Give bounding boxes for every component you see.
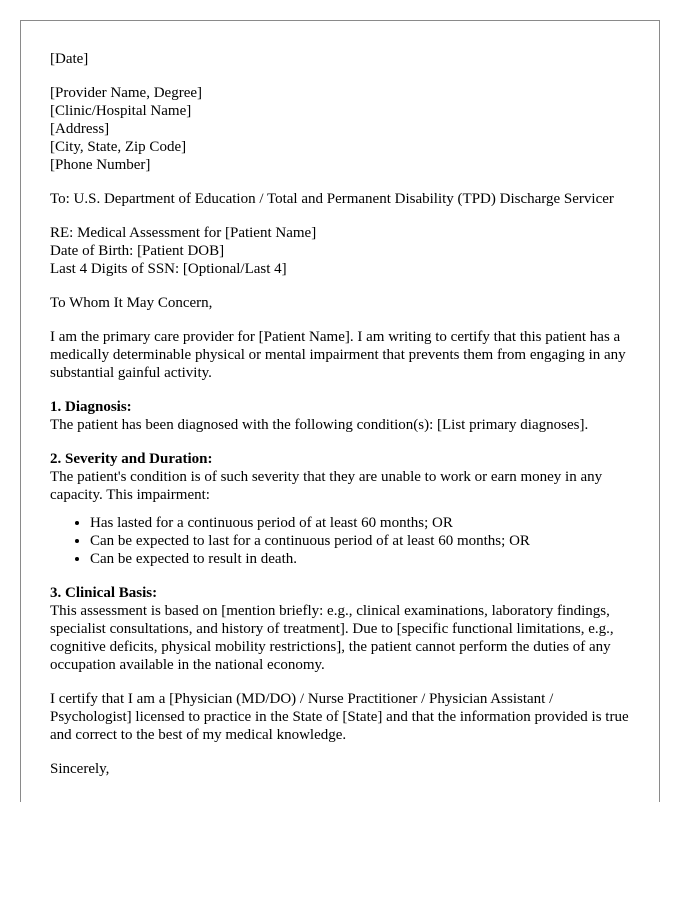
letter-date: [Date] — [50, 51, 89, 67]
letter-page — [20, 20, 660, 802]
provider-clinic: [Clinic/Hospital Name] — [50, 103, 192, 119]
list-item: • Can be expected to last for a continuous period of at least 60 months; OR — [90, 532, 635, 550]
salutation: To Whom It May Concern, — [50, 295, 213, 311]
closing: Sincerely, — [50, 761, 110, 777]
diagnosis-text: The patient has been diagnosed with the following condition(s): [List primary diagnoses]. — [50, 417, 589, 433]
re-dob: Date of Birth: [Patient DOB] — [50, 243, 225, 259]
intro-paragraph: I am the primary care provider for [Patient Name]. I am writing to certify that this patient has a medically determinable physical or mental impairment that prevents them from engaging in any substantial gainful activity. — [50, 329, 626, 381]
recipient-line: To: U.S. Department of Education / Total and Permanent Disability (TPD) Discharge Servicer — [50, 191, 614, 207]
clinical-section — [50, 584, 635, 674]
intro-block — [50, 328, 635, 382]
list-item: • Can be expected to result in death. — [90, 550, 635, 568]
provider-block — [50, 84, 635, 174]
provider-address: [Address] — [50, 121, 110, 137]
salutation-block — [50, 294, 635, 312]
diagnosis-heading: 1. Diagnosis: — [50, 399, 132, 415]
date-block — [50, 50, 635, 68]
recipient-block — [50, 190, 635, 208]
certification-paragraph: I certify that I am a [Physician (MD/DO) / Nurse Practitioner / Physician Assistant / Psychologist] licensed to practice in the State of [State] and that the information provided is true and correct to the best of my medical knowledge. — [50, 691, 629, 743]
closing-block — [50, 760, 635, 778]
re-ssn: Last 4 Digits of SSN: [Optional/Last 4] — [50, 261, 287, 277]
provider-name-degree: [Provider Name, Degree] — [50, 85, 203, 101]
severity-section — [50, 450, 635, 504]
re-block — [50, 224, 635, 278]
provider-city-state-zip: [City, State, Zip Code] — [50, 139, 187, 155]
diagnosis-section — [50, 398, 635, 434]
list-item: • Has lasted for a continuous period of at least 60 months; OR — [90, 514, 635, 532]
re-subject: RE: Medical Assessment for [Patient Name] — [50, 225, 317, 241]
provider-phone: [Phone Number] — [50, 157, 151, 173]
clinical-heading: 3. Clinical Basis: — [50, 585, 158, 601]
severity-heading: 2. Severity and Duration: — [50, 451, 213, 467]
letter-body — [50, 50, 635, 794]
severity-criteria-list — [50, 514, 635, 568]
certification-block — [50, 690, 635, 744]
clinical-text: This assessment is based on [mention briefly: e.g., clinical examinations, laboratory findings, specialist consultations, and history of treatment]. Due to [specific functional limitations, e.g., cognitive deficits, physical mobility restrictions], the patient cannot perform the duties of any occupation available in the national economy. — [50, 603, 614, 673]
severity-text: The patient's condition is of such severity that they are unable to work or earn money in any capacity. This impairment: — [50, 469, 603, 503]
